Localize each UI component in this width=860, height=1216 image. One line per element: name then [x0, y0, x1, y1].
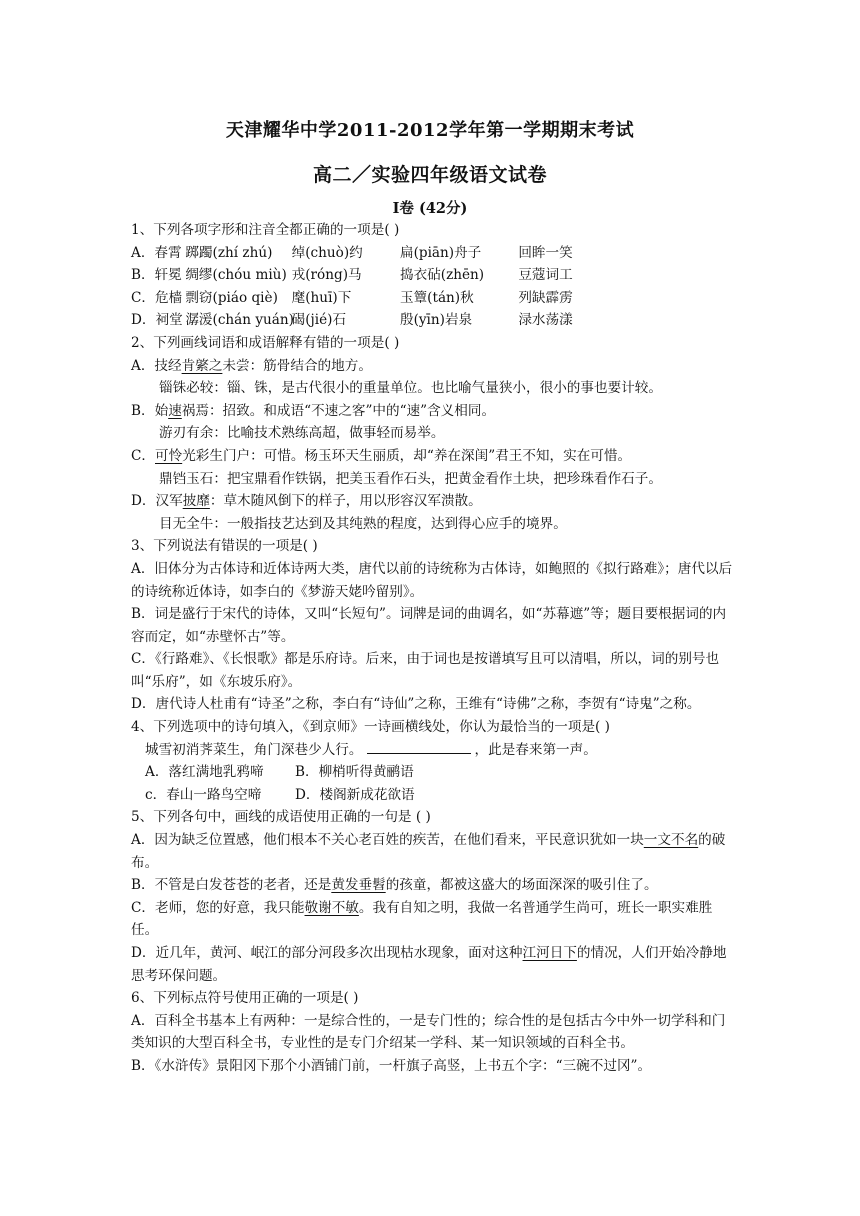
q5-option-b — [131, 874, 733, 897]
q3-option-d: D．唐代诗人杜甫有“诗圣”之称，李白有“诗仙”之称，王维有“诗佛”之称，李贺有“诗鬼”之称。 — [131, 696, 701, 713]
q2-option-d-idiom: 目无全牛：一般指技艺达到及其纯熟的程度，达到得心应手的境界。 — [159, 515, 567, 532]
q4-option-b: B．柳梢听得黄鹂语 — [295, 764, 414, 781]
q4-fill-blank — [367, 739, 471, 754]
q2-option-b — [131, 400, 733, 423]
q2-option-b-idiom: 游刃有余：比喻技术熟练高超，做事轻而易举。 — [159, 425, 445, 442]
q2-option-c-idiom: 鼎铛玉石：把宝鼎看作铁锅，把美玉看作石头，把黄金看作土块，把珍珠看作石子。 — [159, 470, 662, 487]
q5-a-text: A．因为缺乏位置感，他们根本不关心老百姓的疾苦，在他们看来，平民意识犹如一块 — [131, 832, 644, 849]
q2-d-prefix: D．汉军 — [131, 493, 183, 510]
q1-b-pinyin3: 捣衣砧(zhēn) — [399, 267, 485, 284]
q1-d-idiom: 渌水荡漾 — [518, 312, 573, 329]
q3-option-b: B．词是盛行于宋代的诗体，又叫“长短句”。词牌是词的曲调名，如“苏幕遮”等；题目要根据词的内容而定，如“赤壁怀古”等。 — [131, 606, 727, 645]
q2-b-prefix: B．始 — [131, 402, 169, 419]
exam-title: 天津耀华中学2011-2012学年第一学期期末考试 — [225, 120, 635, 141]
q2-option-d — [131, 490, 733, 513]
q5-option-d — [131, 942, 733, 987]
q1-d-pinyin2: 碣(jié)石 — [291, 312, 347, 329]
q1-c-idiom: 列缺霹雳 — [518, 289, 573, 306]
q2-c-explanation: 光彩生门户：可惜。杨玉环天生丽质，却“养在深闺”君王不知，实在可惜。 — [182, 447, 632, 464]
q5-option-c — [131, 897, 733, 942]
q1-stem: 1、下列各项字形和注音全都正确的一项是( ) — [131, 222, 400, 238]
q5-a-end: 的破布。 — [131, 832, 726, 871]
q1-d-word: D．祠堂 — [131, 312, 183, 329]
q1-c-word: C．危樯 — [131, 289, 183, 306]
q5-a-underlined: 一文不名 — [643, 832, 699, 849]
q2-b-underlined: 速 — [168, 402, 182, 419]
q2-c-prefix: C． — [131, 447, 155, 464]
q1-option-d — [131, 309, 733, 332]
q4-poem-end: ，此是春来第一声。 — [474, 741, 597, 758]
q1-a-word: A．春霄 — [131, 244, 182, 261]
q5-b-end: 的孩童，都被这盛大的场面深深的吸引住了。 — [385, 877, 658, 894]
q5-c-text: C．老师，您的好意，我只能 — [131, 899, 305, 916]
q4-poem-start: 城雪初消荠菜生，角门深巷少人行。 — [145, 741, 363, 758]
q2-option-a-idiom: 锱铢必较：锱、铢，是古代很小的重量单位。也比喻气量狭小，很小的事也要计较。 — [159, 380, 662, 397]
q3-option-a: A．旧体分为古体诗和近体诗两大类，唐代以前的诗统称为古体诗，如鲍照的《拟行路难》；唐代以后的诗统称近体诗，如李白的《梦游天姥吟留别》。 — [131, 560, 733, 600]
q5-b-underlined: 黄发垂髫 — [331, 877, 386, 894]
q1-option-b — [131, 264, 733, 287]
questions-body — [131, 219, 733, 1078]
q1-d-pinyin3: 殷(yīn)岩泉 — [399, 312, 473, 329]
q6-option-a: A．百科全书基本上有两种：一是综合性的，一是专门性的；综合性的是包括古今中外一切学科和门类知识的大型百科全书，专业性的是专门介绍某一学科、某一知识领域的百科全书。 — [131, 1012, 726, 1052]
q1-b-pinyin2: 戎(róng)马 — [291, 267, 362, 284]
q2-c-underlined: 可怜 — [155, 447, 183, 464]
q1-a-pinyin1: 踯躅(zhí zhú) — [185, 244, 273, 261]
section-heading: Ⅰ卷 (42分) — [392, 200, 468, 217]
q1-c-pinyin3: 玉簟(tán)秋 — [399, 289, 474, 306]
q5-d-end: 的情况，人们开始冷静地思考环保问题。 — [131, 945, 727, 984]
q6-option-b: B．《水浒传》景阳冈下那个小酒铺门前，一杆旗子高竖，上书五个字：“三碗不过冈”。 — [131, 1057, 652, 1074]
q4-option-d: D．楼阁新成花欲语 — [295, 786, 415, 803]
q1-a-pinyin3: 扁(piān)舟子 — [399, 244, 482, 261]
q2-a-prefix: A．技经 — [131, 357, 182, 374]
q5-c-underlined: 敬谢不敏 — [304, 899, 359, 916]
q1-b-idiom: 豆蔻词工 — [518, 267, 573, 284]
q5-b-text: B．不管是白发苍苍的老者，还是 — [131, 877, 332, 894]
q5-d-text: D．近几年，黄河、岷江的部分河段多次出现枯水现象，面对这种 — [131, 945, 523, 961]
q5-c-end: 。我有自知之明，我做一名普通学生尚可，班长一职实难胜任。 — [131, 899, 713, 939]
q2-a-underlined: 肯綮之 — [181, 357, 223, 374]
q4-option-c: c．春山一路鸟空啼 — [145, 786, 262, 803]
q3-stem: 3、下列说法有错误的一项是( ) — [131, 538, 318, 555]
q2-d-underlined: 披靡 — [182, 493, 210, 510]
q2-option-c — [131, 445, 733, 468]
q5-d-underlined: 江河日下 — [522, 945, 577, 961]
q4-poem — [131, 739, 733, 762]
q1-a-pinyin2: 绰(chuò)约 — [291, 244, 363, 261]
q4-option-a: A．落红满地乳鸦啼 — [145, 764, 264, 781]
q4-options-row1 — [131, 761, 733, 784]
q5-stem: 5、下列各句中，画线的成语使用正确的一句是 ( ) — [131, 809, 431, 826]
q2-d-explanation: ：草木随风倒下的样子，用以形容汉军溃散。 — [209, 493, 482, 510]
q2-b-explanation: 祸焉：招致。和成语“不速之客”中的“速”含义相同。 — [181, 402, 496, 419]
q1-c-pinyin1: 剽窃(piáo qiè) — [185, 289, 278, 306]
q2-a-explanation: 未尝：筋骨结合的地方。 — [222, 357, 372, 374]
q1-a-idiom: 回眸一笑 — [518, 244, 573, 261]
q1-b-pinyin1: 绸缪(chóu miù) — [185, 267, 287, 284]
q5-option-a — [131, 829, 733, 874]
q1-c-pinyin2: 麾(huī)下 — [291, 289, 352, 306]
exam-subtitle: 高二／实验四年级语文试卷 — [312, 164, 547, 186]
q1-option-c — [131, 287, 733, 310]
q2-stem: 2、下列画线词语和成语解释有错的一项是( ) — [131, 334, 400, 351]
q1-b-word: B．轩冕 — [131, 267, 182, 284]
q1-d-pinyin1: 潺湲(chán yuán) — [185, 312, 294, 329]
q2-option-a — [131, 355, 733, 378]
q6-stem: 6、下列标点符号使用正确的一项是( ) — [131, 990, 359, 1007]
q4-options-row2 — [131, 784, 733, 807]
q3-option-c: C．《行路难》、《长恨歌》都是乐府诗。后来，由于词也是按谱填写且可以清唱，所以，词的别号也叫“乐府”，如《东坡乐府》。 — [131, 651, 720, 690]
q1-option-a — [131, 242, 733, 265]
q4-stem: 4、下列选项中的诗句填入，《到京师》一诗画横线处，你认为最恰当的一项是( ) — [131, 719, 610, 736]
